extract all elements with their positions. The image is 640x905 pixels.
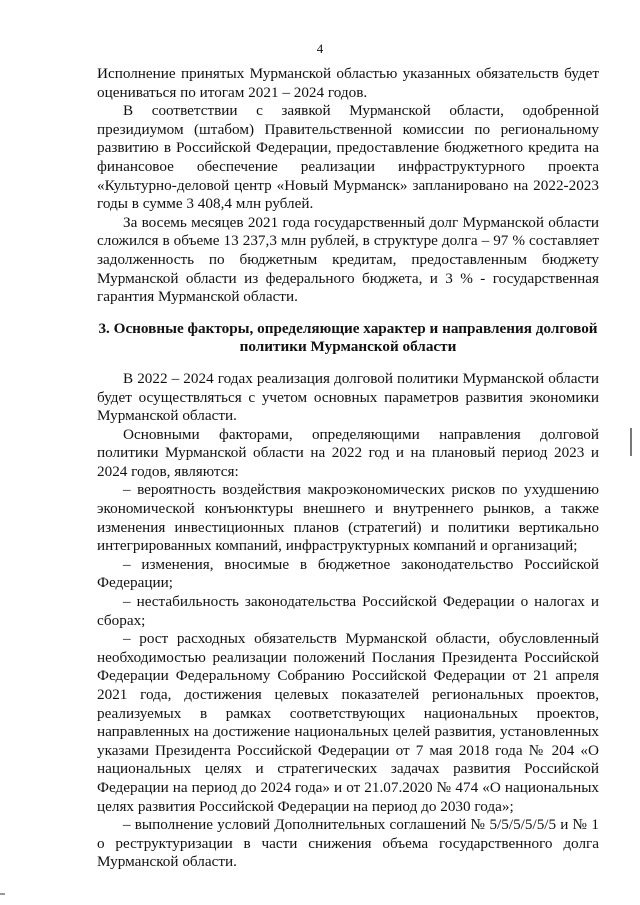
list-item-macro-risks: – вероятность воздействия макроэкономических рисков по ухудшению экономической конъюнктуры внешнего и внутреннего рынков, а также изменения инвестиционных планов (стратегий) и политики вертикально интегрированных компаний, инфраструктурных компаний и организаций; xyxy=(97,481,599,555)
page-number: 4 xyxy=(316,41,324,56)
paragraph-budget-credit: В соответствии с заявкой Мурманской области, одобренной президиумом (штабом) Правительственной комиссии по региональному развитию в Российской Федерации, предоставление бюджетного кредита на финансовое обеспечение реализации инфраструктурного проекта «Культурно-деловой центр «Новый Мурманск» запланировано на 2022-2023 годы в сумме 3 408,4 млн рублей. xyxy=(97,102,599,213)
list-item-budget-legislation: – изменения, вносимые в бюджетное законодательство Российской Федерации; xyxy=(97,555,599,592)
list-item-tax-legislation: – нестабильность законодательства Российской Федерации о налогах и сборах; xyxy=(97,593,599,629)
list-item-expenditure-growth: – рост расходных обязательств Мурманской области, обусловленный необходимостью реализации положений Послания Президента Российской Федерации Федеральному Собранию Российской Федерации от 21 апреля 2021 года, достижения целевых показателей региональных проектов, реализуемых в рамках соответствующих национальных проектов, направленных на достижение национальных целей развития, установленных указами Президента Российской Федерации от 7 мая 2018 года № 204 «О национальных целях и стратегических задачах развития Российской Федерации на период до 2024 года» и от 21.07.2020 № 474 «О национальных целях развития Российской Федерации на период до 2030 года»; xyxy=(97,630,599,815)
section-heading: 3. Основные факторы, определяющие характер и направления долговой политики Мурманской области xyxy=(98,319,598,356)
scan-corner-mark xyxy=(0,893,5,895)
scan-edge-mark xyxy=(630,428,632,456)
paragraph-state-debt: За восемь месяцев 2021 года государственный долг Мурманской области сложился в объеме 13 237,3 млн рублей, в структуре долга – 97 % составляет задолженность по бюджетным кредитам, предоставленным бюджету Мурманской области из федерального бюджета, и 3 % - государственная гарантия Мурманской области. xyxy=(97,213,599,306)
paragraph-obligations-assessment: Исполнение принятых Мурманской областью указанных обязательств будет оцениваться по итогам 2021 – 2024 годов. xyxy=(97,65,599,101)
paragraph-debt-policy-intro: В 2022 – 2024 годах реализация долговой политики Мурманской области будет осуществляться с учетом основных параметров развития экономики Мурманской области. xyxy=(97,369,599,425)
document-body xyxy=(97,65,599,872)
list-item-restructuring: – выполнение условий Дополнительных соглашений № 5/5/5/5/5/5 и № 1 о реструктуризации в части снижения объема государственного долга Мурманской области. xyxy=(97,816,599,871)
paragraph-main-factors: Основными факторами, определяющими направления долговой политики Мурманской области на 2022 год и на плановый период 2023 и 2024 годов, являются: xyxy=(97,425,599,480)
